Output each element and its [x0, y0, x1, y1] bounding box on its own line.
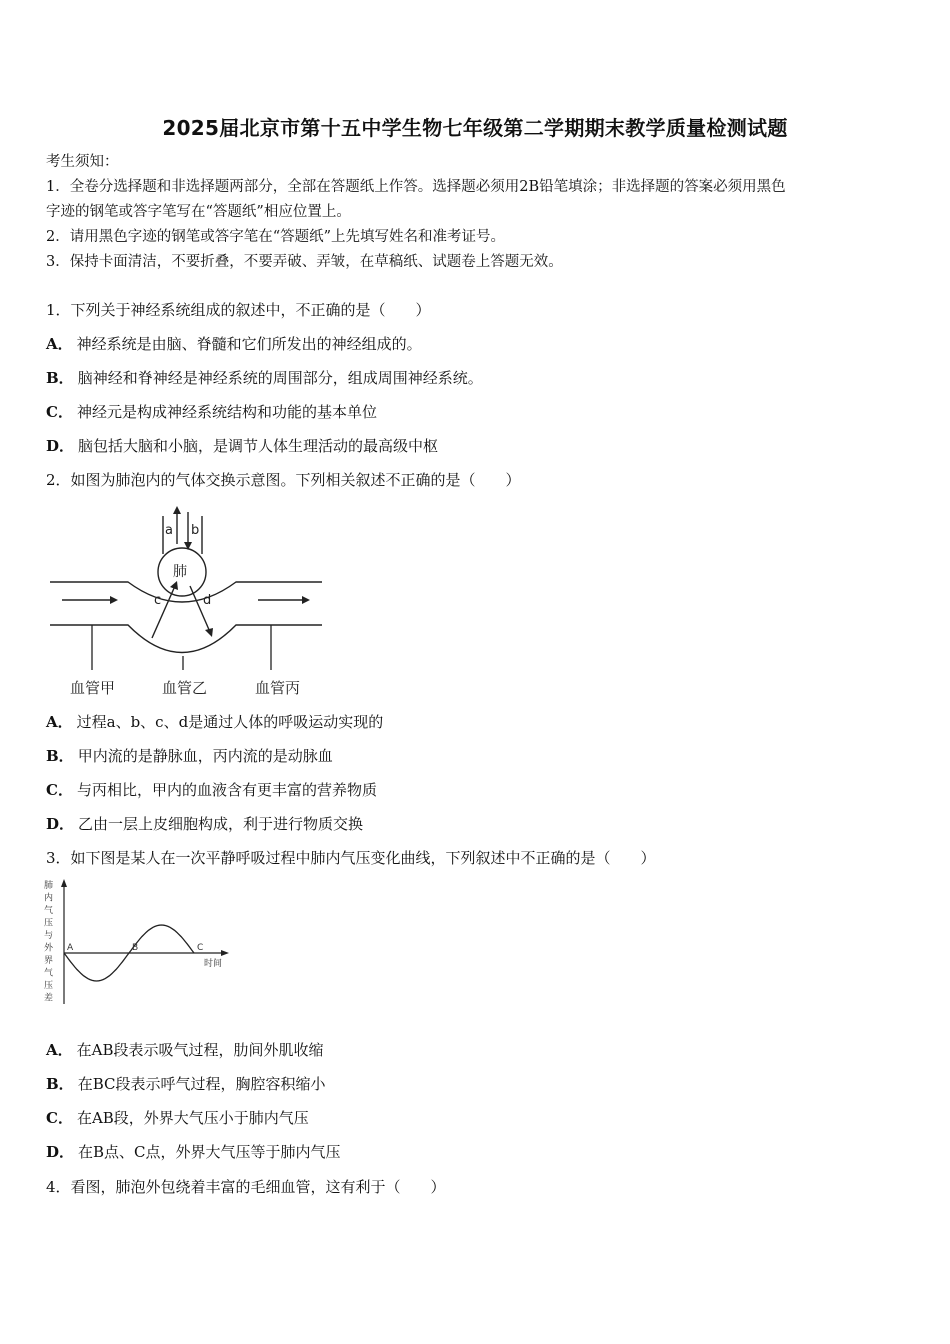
option-letter: C． — [46, 403, 73, 421]
q3-option-a[interactable] — [46, 1040, 324, 1060]
q3-option-c[interactable] — [46, 1108, 309, 1128]
option-letter: A． — [46, 335, 73, 353]
x-axis-label: 时间 — [204, 959, 223, 969]
y-axis-arrow — [61, 879, 67, 887]
label-d: d — [203, 593, 212, 608]
q1-stem: 1．下列关于神经系统组成的叙述中，不正确的是（ ） — [46, 301, 431, 319]
option-letter: C． — [46, 1109, 73, 1127]
label-c: c — [154, 593, 162, 608]
option-letter: B． — [46, 747, 74, 765]
option-text: 神经系统是由脑、脊髓和它们所发出的神经组成的。 — [76, 335, 422, 353]
q3-stem: 3．如下图是某人在一次平静呼吸过程中肺内气压变化曲线，下列叙述中不正确的是（ ） — [46, 849, 656, 867]
notice-item-3: 3．保持卡面清洁，不要折叠，不要弄破、弄皱，在草稿纸、试题卷上答题无效。 — [46, 254, 563, 270]
vessel-3-label: 血管丙 — [255, 679, 301, 697]
point-label-c: C — [197, 943, 204, 953]
q1-option-c[interactable] — [46, 402, 377, 422]
flow-arrow-left-head — [110, 596, 118, 604]
notice-item-2: 2．请用黑色字迹的钢笔或答字笔在“答题纸”上先填写姓名和准考证号。 — [46, 229, 506, 245]
q2-stem: 2．如图为肺泡内的气体交换示意图。下列相关叙述不正确的是（ ） — [46, 471, 521, 489]
option-text: 神经元是构成神经系统结构和功能的基本单位 — [76, 403, 377, 421]
arrow-d-head — [205, 628, 213, 637]
arrow-a-head — [173, 506, 181, 514]
vessel-1-label: 血管甲 — [70, 679, 116, 697]
point-label-b: B — [132, 943, 139, 953]
option-text: 过程a、b、c、d是通过人体的呼吸运动实现的 — [76, 713, 384, 731]
q1-option-d[interactable] — [46, 436, 438, 456]
option-letter: B． — [46, 1075, 74, 1093]
option-letter: B． — [46, 369, 74, 387]
option-text: 脑包括大脑和小脑，是调节人体生理活动的最高级中枢 — [78, 437, 439, 455]
alveolus-gas-exchange-figure — [40, 504, 340, 704]
q2-option-a[interactable] — [46, 712, 383, 732]
option-letter: D． — [46, 437, 75, 455]
notice-heading: 考生须知： — [46, 154, 119, 170]
q2-option-b[interactable] — [46, 746, 333, 766]
option-text: 乙由一层上皮细胞构成，利于进行物质交换 — [78, 815, 364, 833]
y-axis-label: 肺内气压与外界气压差 — [44, 881, 54, 1004]
q2-option-d[interactable] — [46, 814, 363, 834]
q3-option-b[interactable] — [46, 1074, 325, 1094]
option-text: 甲内流的是静脉血，丙内流的是动脉血 — [77, 747, 333, 765]
option-letter: A． — [46, 713, 73, 731]
alveolus-label: 肺 — [173, 564, 187, 580]
q2-option-c[interactable] — [46, 780, 377, 800]
flow-arrow-right-head — [302, 596, 310, 604]
q1-option-b[interactable] — [46, 368, 483, 388]
option-text: 脑神经和脊神经是神经系统的周围部分，组成周围神经系统。 — [77, 369, 483, 387]
page-title: 2025届北京市第十五中学生物七年级第二学期期末教学质量检测试题 — [162, 116, 788, 140]
vessel-2-label: 血管乙 — [162, 679, 208, 697]
notice-item-1-line-2: 字迹的钢笔或答字笔写在“答题纸”相应位置上。 — [46, 204, 351, 220]
option-letter: D． — [46, 815, 75, 833]
label-a: a — [165, 523, 173, 538]
notice-item-1-line-1: 1．全卷分选择题和非选择题两部分，全部在答题纸上作答。选择题必须用2B铅笔填涂；非选择题的答案必须用黑色 — [46, 179, 786, 195]
option-letter: A． — [46, 1041, 73, 1059]
option-text: 在AB段表示吸气过程，肋间外肌收缩 — [76, 1041, 324, 1059]
option-letter: D． — [46, 1143, 75, 1161]
option-text: 在AB段，外界大气压小于肺内气压 — [76, 1109, 309, 1127]
pressure-curve-chart — [40, 876, 240, 1010]
vessel-lower-wall — [50, 625, 322, 653]
q4-stem: 4．看图，肺泡外包绕着丰富的毛细血管，这有利于（ ） — [46, 1178, 446, 1196]
option-letter: C． — [46, 781, 73, 799]
option-text: 与丙相比，甲内的血液含有更丰富的营养物质 — [76, 781, 377, 799]
label-b: b — [191, 523, 200, 538]
q1-option-a[interactable] — [46, 334, 422, 354]
option-text: 在BC段表示呼气过程，胸腔容积缩小 — [77, 1075, 326, 1093]
point-label-a: A — [67, 943, 74, 953]
q3-option-d[interactable] — [46, 1142, 341, 1162]
option-text: 在B点、C点，外界大气压等于肺内气压 — [78, 1143, 341, 1161]
x-axis-arrow — [221, 950, 229, 956]
